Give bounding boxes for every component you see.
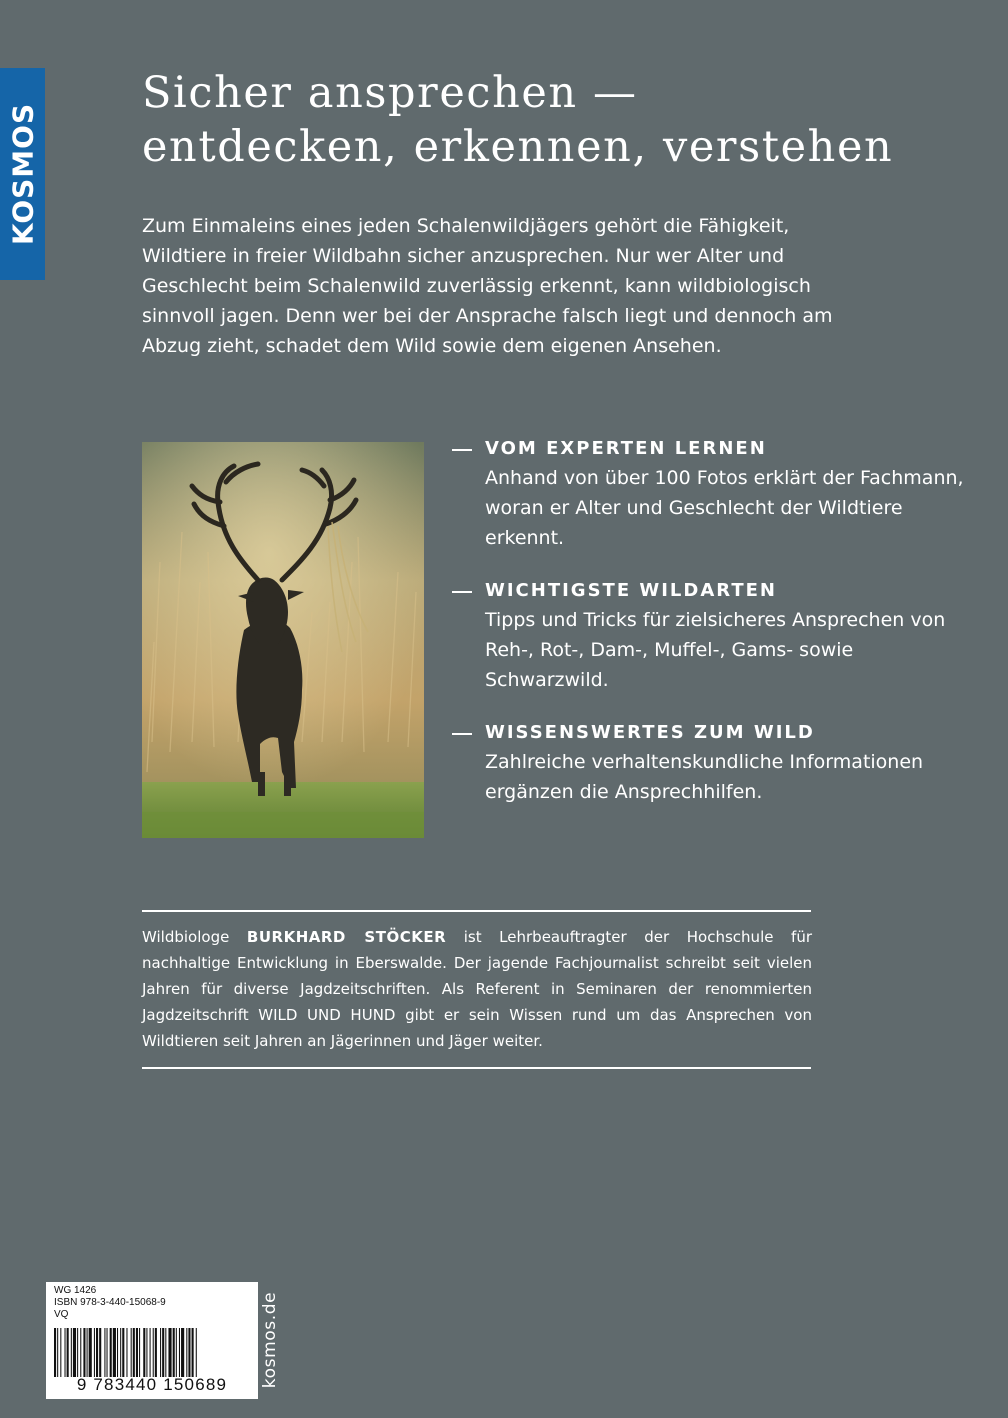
barcode-bar	[179, 1328, 180, 1377]
barcode-bar	[94, 1328, 95, 1377]
barcode-bar	[162, 1328, 164, 1377]
feature-item	[452, 436, 972, 553]
barcode-line-2: ISBN 978-3-440-15068-9	[54, 1297, 166, 1308]
barcode-bar	[54, 1328, 56, 1377]
feature-item	[452, 578, 972, 695]
barcode-bar	[67, 1328, 69, 1377]
barcode-bar	[77, 1328, 78, 1377]
brand-name: KOSMOS	[6, 102, 39, 246]
barcode-bar	[120, 1328, 121, 1377]
barcode-bar	[113, 1328, 116, 1377]
barcode-line-3: VQ	[54, 1309, 69, 1320]
barcode-bar	[110, 1328, 112, 1377]
barcode-bar	[89, 1328, 92, 1377]
headline-line-1: Sicher ansprechen —	[142, 68, 638, 118]
barcode-bar	[155, 1328, 157, 1377]
barcode-bar	[136, 1328, 138, 1377]
barcode-bar	[96, 1328, 98, 1377]
feature-list	[452, 436, 972, 832]
barcode-bar	[60, 1328, 61, 1377]
feature-title: WISSENSWERTES ZUM WILD	[485, 722, 815, 743]
feature-item	[452, 720, 972, 807]
barcode-bar	[186, 1328, 187, 1377]
barcode-bar	[104, 1328, 105, 1377]
barcode-bar	[71, 1328, 72, 1377]
barcode-meta	[54, 1285, 166, 1321]
feature-dash	[452, 591, 472, 593]
barcode-bar	[196, 1328, 197, 1377]
divider-top	[142, 910, 811, 912]
author-bio	[142, 924, 812, 1054]
site-url: kosmos.de	[260, 1291, 280, 1389]
barcode-bar	[160, 1328, 161, 1377]
barcode-bar	[87, 1328, 88, 1377]
barcode-box	[46, 1282, 258, 1399]
brand-tab	[0, 68, 45, 280]
barcode-bar	[126, 1328, 127, 1377]
feature-text: Zahlreiche verhaltenskundliche Informationen ergänzen die Ansprechhilfen.	[485, 751, 924, 803]
stag-photo-illustration	[142, 442, 424, 838]
feature-text: Anhand von über 100 Fotos erklärt der Fachmann, woran er Alter und Geschlecht der Wildtiere erkennt.	[485, 467, 964, 549]
bio-text: ist Lehrbeauftragter der Hochschule für nachhaltige Entwicklung in Eberswalde. Der jagende Fachjournalist schreibt seit vielen Jahren für diverse Jagdzeitschriften. Als Referent in Seminaren der renommierten Jagdzeitschrift WILD UND HUND gibt er sein Wissen rund um das Ansprechen von Wildtieren seit Jahren an Jägerinnen und Jäger weiter.	[142, 928, 813, 1050]
barcode-bar	[57, 1328, 58, 1377]
barcode-bar	[192, 1328, 194, 1377]
barcode-bar	[133, 1328, 135, 1377]
author-name: BURKHARD STÖCKER	[246, 928, 447, 946]
feature-dash	[452, 733, 472, 735]
barcode-bar	[107, 1328, 108, 1377]
barcode-line-1: WG 1426	[54, 1285, 97, 1296]
feature-dash	[452, 449, 472, 451]
barcode-bar	[176, 1328, 177, 1377]
feature-text: Tipps und Tricks für zielsicheres Ansprechen von Reh-, Rot-, Dam-, Muffel-, Gams- sowie Schwarzwild.	[485, 609, 946, 691]
stag-photo	[142, 442, 424, 838]
barcode-bar	[80, 1328, 81, 1377]
barcode-bar	[173, 1328, 175, 1377]
barcode-bar	[165, 1328, 166, 1377]
feature-title: VOM EXPERTEN LERNEN	[485, 438, 767, 459]
barcode-bar	[117, 1328, 118, 1377]
headline	[142, 66, 962, 174]
barcode-bar	[122, 1328, 124, 1377]
barcode-bar	[181, 1328, 184, 1377]
barcode-bar	[99, 1328, 101, 1377]
barcode-bar	[139, 1328, 140, 1377]
headline-line-2: entdecken, erkennen, verstehen	[142, 122, 894, 172]
barcode-bar	[65, 1328, 66, 1377]
barcode-bar	[153, 1328, 154, 1377]
barcode-bar	[168, 1328, 171, 1377]
barcode-bar	[188, 1328, 190, 1377]
feature-title: WICHTIGSTE WILDARTEN	[485, 580, 777, 601]
barcode-image	[54, 1328, 250, 1377]
barcode-bar	[143, 1328, 145, 1377]
divider-bottom	[142, 1067, 811, 1069]
barcode-bar	[150, 1328, 151, 1377]
barcode-number: 9 783440 150689	[76, 1375, 228, 1394]
bio-prefix: Wildbiologe	[142, 928, 247, 946]
intro-paragraph: Zum Einmaleins eines jeden Schalenwildjägers gehört die Fähigkeit, Wildtiere in freier Wildbahn sicher anzusprechen. Nur wer Alter und Geschlecht beim Schalenwild zuverlässig erkennt, kann wildbiologisch sinnvoll jagen. Denn wer bei der Ansprache falsch liegt und dennoch am Abzug zieht, schadet dem Wild sowie dem eigenen Ansehen.	[142, 215, 833, 357]
barcode-bar	[131, 1328, 132, 1377]
barcode-bar	[83, 1328, 85, 1377]
barcode-bar	[73, 1328, 76, 1377]
barcode-bar	[146, 1328, 147, 1377]
